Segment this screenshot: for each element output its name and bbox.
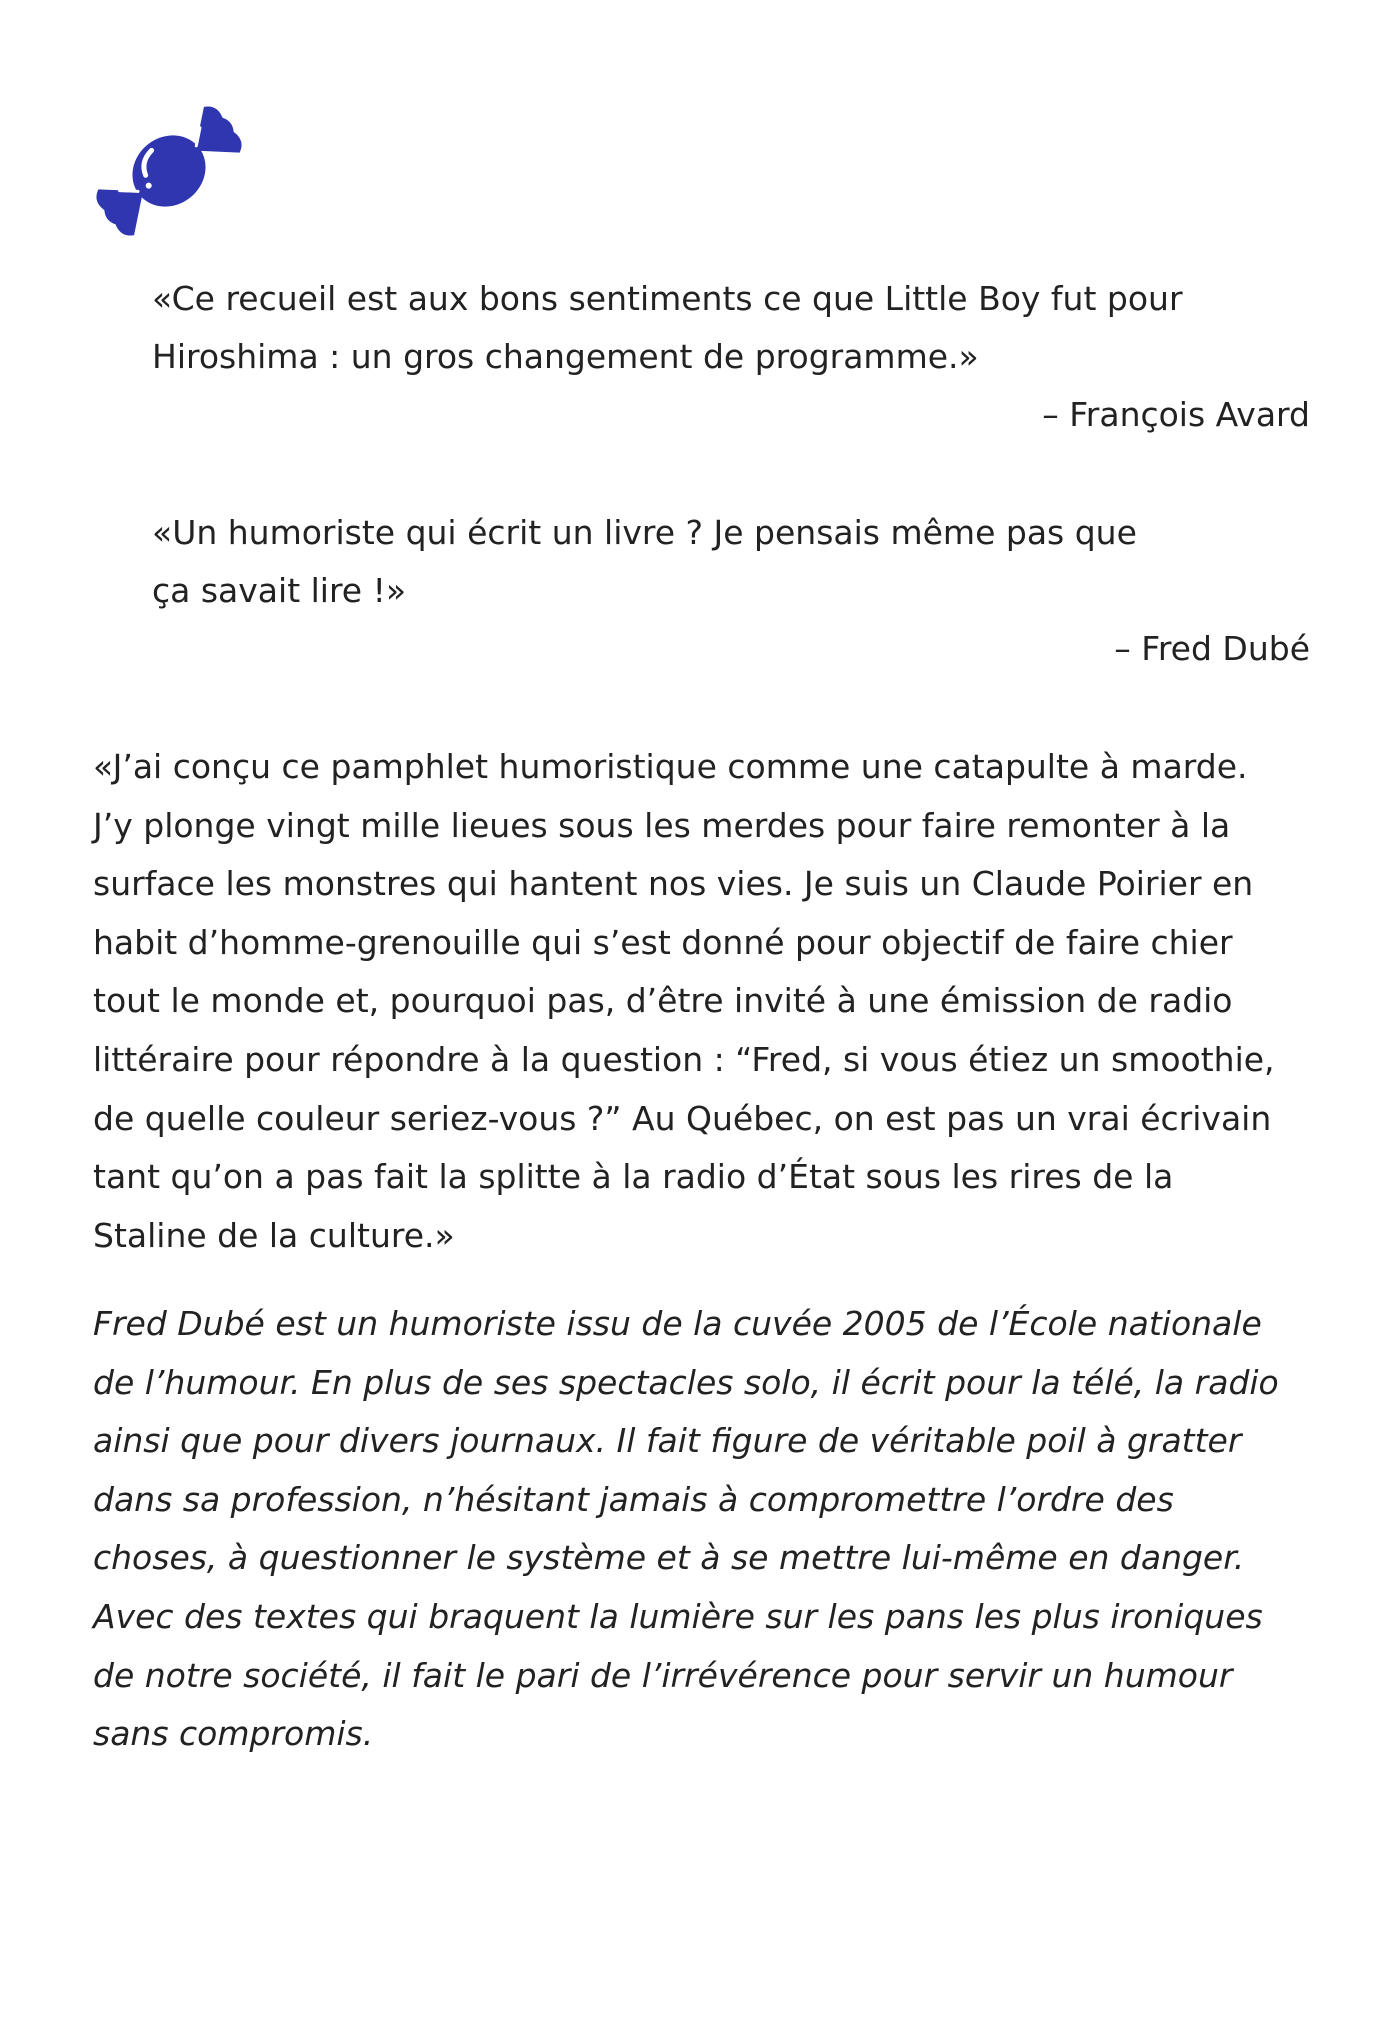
author-bio-line: de notre société, il fait le pari de l’irrévérence pour servir un humour — [93, 1655, 1233, 1695]
author-bio-line: sans compromis. — [93, 1714, 374, 1754]
author-bio-line: Fred Dubé est un humoriste issu de la cuvée 2005 de l’École nationale — [93, 1304, 1262, 1343]
author-bio-line: dans sa profession, n’hésitant jamais à compromettre l’ordre des — [93, 1479, 1174, 1519]
quote-1-line: Hiroshima : un gros changement de programme.» — [152, 337, 979, 376]
author-bio-line: de l’humour. En plus de ses spectacles solo, il écrit pour la télé, la radio — [93, 1362, 1279, 1402]
quote-2-line: «Un humoriste qui écrit un livre ? Je pensais même pas que — [152, 513, 1137, 552]
author-statement-line: J’y plonge vingt mille lieues sous les merdes pour faire remonter à la — [93, 805, 1231, 845]
author-statement-line: «J’ai conçu ce pamphlet humoristique comme une catapulte à marde. — [93, 747, 1248, 786]
quote-1 — [152, 270, 1310, 444]
author-bio-line: choses, à questionner le système et à se mettre lui-même en danger. — [93, 1538, 1245, 1578]
quote-2 — [152, 504, 1310, 678]
author-statement-line: Staline de la culture.» — [93, 1215, 455, 1255]
author-bio-line: Avec des textes qui braquent la lumière sur les pans les plus ironiques — [93, 1596, 1263, 1636]
author-statement-line: littéraire pour répondre à la question : “Fred, si vous étiez un smoothie, — [93, 1039, 1275, 1079]
author-bio-line: ainsi que pour divers journaux. Il fait figure de véritable poil à gratter — [93, 1421, 1242, 1461]
author-statement-line: surface les monstres qui hantent nos vies. Je suis un Claude Poirier en — [93, 864, 1254, 904]
author-statement — [93, 738, 1333, 1265]
candy-icon — [88, 90, 250, 252]
author-statement-line: habit d’homme-grenouille qui s’est donné pour objectif de faire chier — [93, 922, 1233, 962]
author-statement-line: tant qu’on a pas fait la splitte à la radio d’État sous les rires de la — [93, 1157, 1174, 1197]
author-statement-line: tout le monde et, pourquoi pas, d’être invité à une émission de radio — [93, 981, 1233, 1021]
author-bio — [93, 1295, 1333, 1764]
author-statement-line: de quelle couleur seriez-vous ?” Au Québec, on est pas un vrai écrivain — [93, 1098, 1272, 1138]
quote-1-attribution: – François Avard — [1042, 395, 1310, 434]
quote-2-line: ça savait lire !» — [152, 571, 407, 610]
quote-1-line: «Ce recueil est aux bons sentiments ce que Little Boy fut pour — [152, 279, 1183, 318]
quote-2-attribution: – Fred Dubé — [1114, 629, 1310, 668]
